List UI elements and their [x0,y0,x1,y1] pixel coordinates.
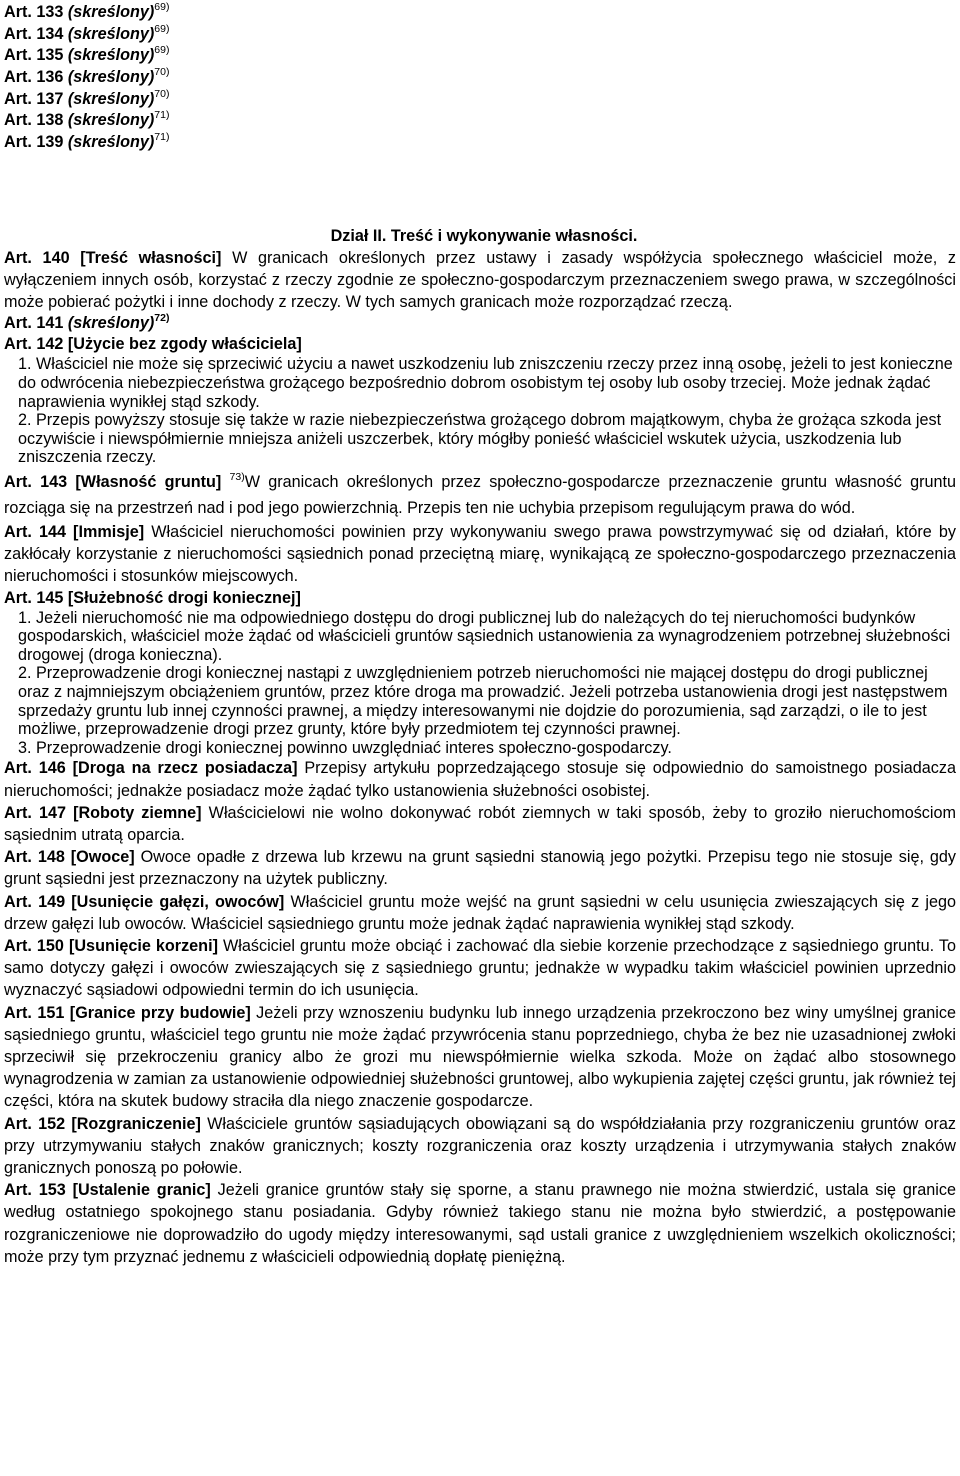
document-page [4,0,956,1268]
article-150 [4,935,956,1002]
article-text: Właścicielowi nie wolno dokonywać robót ziemnych w taki sposób, żeby to groziło nieruchomościom sąsiednim utratą oparcia. [4,803,956,844]
footnote-ref[interactable]: 69) [154,1,170,13]
article-text: Jeżeli przy wznoszeniu budynku lub innego urządzenia przekroczono bez winy umyślnej granice sąsiedniego gruntu, właściciel tego gruntu nie może żądać przywrócenia stanu poprzedniego, chyba że bez nie uzasadnionej zwłoki sprzeciwił się przekroczeniu granicy albo że grozi mu niewspółmiernie wielka szkoda. Może on żądać albo stosownego wynagrodzenia w zamian za ustanowienie odpowiedniej służebności gruntowej, albo wykupienia zajętej części gruntu, jak również tej części, która na skutek budowy straciła dla niego znaczenie gospodarcze. [4,1003,956,1111]
article-142-heading: Art. 142 [Użycie bez zgody właściciela] [4,335,302,354]
article-heading: Art. 150 [Usunięcie korzeni] [4,936,218,955]
footnote-ref[interactable]: 71) [154,109,170,122]
footnote-ref[interactable]: 69) [154,22,170,35]
struck-label: (skreślony) [67,46,155,65]
struck-label: (skreślony) [67,111,155,130]
article-heading: Art. 144 [Immisje] [4,522,145,541]
struck-article-139 [4,132,956,154]
article-heading: Art. 149 [Usunięcie gałęzi, owoców] [4,892,285,911]
article-text: W granicach określonych przez społeczno-gospodarcze przeznaczenie gruntu własność gruntu rozciąga się na przestrzeń nad i pod jego powierzchnią. Przepis ten nie uchybia przepisom regulującym prawa do wód. [4,472,956,517]
struck-label: (skreślony) [67,89,155,108]
article-140 [4,247,956,314]
article-heading: Art. 147 [Roboty ziemne] [4,803,202,822]
struck-article-135 [4,45,956,67]
struck-article-134 [4,24,956,46]
article-number: Art. 133 [4,3,64,21]
article-145-paragraph-1: 1. Jeżeli nieruchomość nie ma odpowiedniego dostępu do drogi publicznej lub do należących do tej nieruchomości budynków gospodarskich, właściciel może żądać od właścicieli gruntów sąsiednich ustanowienia za wynagrodzeniem potrzebnej służebności drogowej (droga konieczna). [18,608,951,664]
article-text: Właściciel gruntu może wejść na grunt sąsiedni w celu usunięcia zwieszających się z jego drzew gałęzi lub owoców. Właściciel sąsiedniego gruntu może jednak żądać naprawienia wynikłej stąd szkody. [4,892,956,933]
article-number: Art. 138 [4,111,64,130]
article-number: Art. 137 [4,89,64,108]
article-text: Właściciele gruntów sąsiadujących obowiązani są do współdziałania przy rozgraniczeniu gruntów oraz przy utrzymywaniu stałych znaków granicznych; koszty rozgraniczenia oraz koszty urządzenia i utrzymywania stałych znaków granicznych ponoszą po połowie. [4,1114,956,1177]
article-144 [4,521,956,588]
article-heading: Art. 152 [Rozgraniczenie] [4,1114,201,1133]
footnote-ref[interactable]: 70) [154,66,170,79]
struck-label: (skreślony) [67,68,155,87]
article-151 [4,1002,956,1113]
article-146 [4,757,956,801]
article-text: Owoce opadłe z drzewa lub krzewu na grunt sąsiedni stanowią jego pożytki. Przepisu tego nie stosuje się, gdy grunt sąsiedni jest przeznaczony na użytek publiczny. [4,848,956,889]
struck-article-136 [4,67,956,89]
article-heading: Art. 143 [Własność gruntu] [4,472,222,491]
article-heading: Art. 146 [Droga na rzecz posiadacza] [4,759,298,778]
article-152 [4,1113,956,1180]
footnote-ref[interactable]: 71) [154,131,170,144]
article-145-paragraph-2: 2. Przeprowadzenie drogi koniecznej nastąpi z uwzględnieniem potrzeb nieruchomości nie mającej dostępu do drogi publicznej oraz z najmniejszym obciążeniem gruntów, przez które droga ma prowadzić. Jeżeli potrzeba ustanowienia drogi jest następstwem sprzedaży gruntu lub innej czynności prawnej, a między interesowanymi nie dojdzie do porozumienia, sąd zarządzi, o ile to jest możliwe, przeprowadzenie drogi przez grunty, które były przedmiotem tej czynności prawnej. [18,664,948,739]
struck-article-138 [4,110,956,132]
article-text: Właściciel nieruchomości powinien przy wykonywaniu swego prawa powstrzymywać się od działań, które by zakłócały korzystanie z nieruchomości sąsiednich ponad przeciętną miarę, wynikającą ze społeczno-gospodarczego przeznaczenia nieruchomości i stosunków miejscowych. [4,522,956,586]
struck-label: (skreślony) [67,3,155,21]
footnote-ref[interactable]: 72) [154,312,170,325]
article-149 [4,891,956,935]
article-text: W granicach określonych przez ustawy i zasady współżycia społecznego właściciel może, z wyłączeniem innych osób, korzystać z rzeczy zgodnie ze społeczno-gospodarczym przeznaczeniem swego prawa, w szczególności może pobierać pożytki i inne dochody z rzeczy. W tych samych granicach może rozporządzać rzeczą. [4,248,956,312]
struck-article-137 [4,89,956,111]
article-heading: Art. 153 [Ustalenie granic] [4,1181,211,1200]
article-142-paragraph-2: 2. Przepis powyższy stosuje się także w razie niebezpieczeństwa grożącego dobrom majątkowym, chyba że grożąca szkoda jest oczywiście i niewspółmiernie mniejsza aniżeli uszczerbek, który mógłby ponieść właściciel wskutek użycia, uszkodzenia lub zniszczenia rzeczy. [18,411,942,467]
article-number: Art. 136 [4,68,64,87]
article-number: Art. 139 [4,133,64,152]
article-text: Przepisy artykułu poprzedzającego stosuje się odpowiednio do samoistnego posiadacza nieruchomości; jednakże posiadacz może żądać tylko ustanowienia służebności osobistej. [4,759,956,800]
article-145-heading: Art. 145 [Służebność drogi koniecznej] [4,588,301,607]
struck-articles-list [4,2,956,154]
footnote-ref[interactable]: 70) [154,87,170,100]
article-text: Właściciel gruntu może obciąć i zachować dla siebie korzenie przechodzące z sąsiedniego gruntu. To samo dotyczy gałęzi i owoców zwieszających się z sąsiedniego gruntu; jednakże w wypadku takim właściciel powinien uprzednio wyznaczyć sąsiadowi odpowiedni termin do ich usunięcia. [4,936,957,1000]
struck-article-133 [4,2,956,24]
article-148 [4,846,956,890]
struck-label: (skreślony) [67,314,155,333]
section-title: Dział II. Treść i wykonywanie własności. [330,226,638,245]
article-153 [4,1179,956,1268]
article-number: Art. 134 [4,24,64,43]
footnote-ref[interactable]: 69) [154,44,170,57]
article-143 [4,469,956,521]
struck-label: (skreślony) [67,133,155,152]
article-heading: Art. 151 [Granice przy budowie] [4,1003,251,1022]
article-142-paragraph-1: 1. Właściciel nie może się sprzeciwić użyciu a nawet uszkodzeniu lub zniszczeniu rzeczy przez inną osobę, jeżeli to jest konieczne do odwrócenia niebezpieczeństwa grożącego bezpośrednio dobrom osobistym tej osoby lub osoby trzeciej. Może jednak żądać naprawienia wynikłej stąd szkody. [18,355,953,411]
article-text: Jeżeli granice gruntów stały się sporne, a stanu prawnego nie można stwierdzić, ustala się granice według ostatniego spokojnego stanu posiadania. Gdyby również takiego stanu nie można było stwierdzić, a postępowanie rozgraniczeniowe nie doprowadziło do ugody między interesowanymi, sąd ustali granice z uwzględnieniem wszelkich okoliczności; może przy tym przyznać jednemu z właścicieli odpowiednią dopłatę pieniężną. [4,1181,956,1266]
article-number: Art. 135 [4,46,64,65]
footnote-ref[interactable]: 73) [229,470,245,483]
article-145-paragraph-3: 3. Przeprowadzenie drogi koniecznej powinno uwzględniać interes społeczno-gospodarczy. [18,738,672,757]
article-141 [4,313,956,334]
article-heading: Art. 140 [Treść własności] [4,248,222,267]
struck-label: (skreślony) [67,24,155,43]
article-number: Art. 141 [4,314,64,333]
article-heading: Art. 148 [Owoce] [4,848,135,867]
article-147 [4,802,956,846]
